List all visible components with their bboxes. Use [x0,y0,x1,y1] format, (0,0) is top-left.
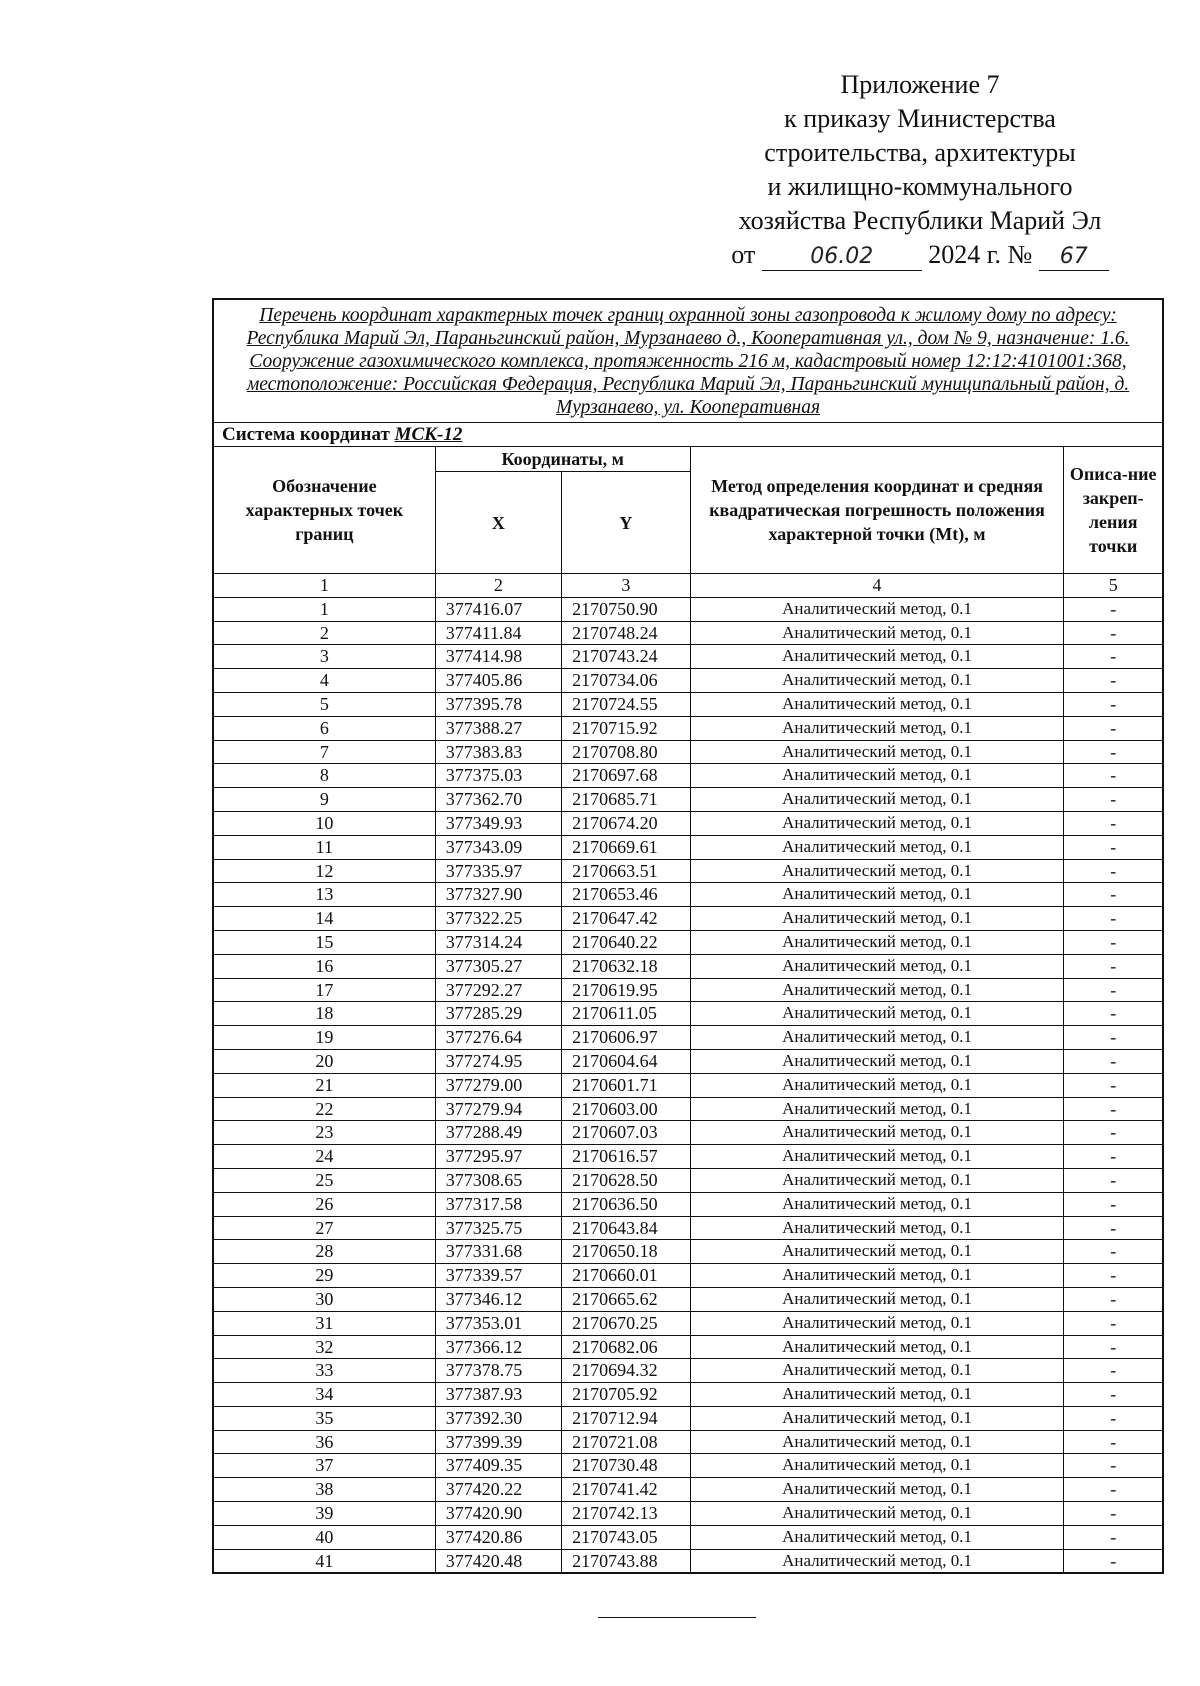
method: Аналитический метод, 0.1 [690,1549,1064,1572]
y-coord: 2170685.71 [562,788,691,812]
table-row [214,954,1162,978]
y-coord: 2170660.01 [562,1264,691,1288]
method: Аналитический метод, 0.1 [690,1478,1064,1502]
table-row [214,859,1162,883]
coordinates-table [214,447,1162,1572]
table-row [214,835,1162,859]
point-number: 17 [214,978,435,1002]
method: Аналитический метод, 0.1 [690,1216,1064,1240]
fixing-description: - [1064,1383,1162,1407]
point-number: 16 [214,954,435,978]
table-row [214,1335,1162,1359]
fixing-description: - [1064,1049,1162,1073]
x-coord: 377295.97 [435,1145,561,1169]
table-row [214,621,1162,645]
table-row [214,597,1162,621]
coordinate-system-row [214,423,1162,447]
point-number: 27 [214,1216,435,1240]
fixing-description: - [1064,1192,1162,1216]
y-coord: 2170616.57 [562,1145,691,1169]
method: Аналитический метод, 0.1 [690,1287,1064,1311]
table-row [214,907,1162,931]
x-coord: 377317.58 [435,1192,561,1216]
fixing-description: - [1064,1525,1162,1549]
y-coord: 2170643.84 [562,1216,691,1240]
point-number: 4 [214,669,435,693]
y-coord: 2170712.94 [562,1406,691,1430]
col-header-x: X [435,472,561,574]
point-number: 7 [214,740,435,764]
x-coord: 377339.57 [435,1264,561,1288]
fixing-description: - [1064,859,1162,883]
method: Аналитический метод, 0.1 [690,1311,1064,1335]
fixing-description: - [1064,930,1162,954]
y-coord: 2170606.97 [562,1026,691,1050]
point-number: 6 [214,716,435,740]
x-coord: 377362.70 [435,788,561,812]
fixing-description: - [1064,740,1162,764]
fixing-description: - [1064,1430,1162,1454]
point-number: 23 [214,1121,435,1145]
method: Аналитический метод, 0.1 [690,716,1064,740]
method: Аналитический метод, 0.1 [690,1026,1064,1050]
fixing-description: - [1064,1168,1162,1192]
x-coord: 377383.83 [435,740,561,764]
header-line-1: Приложение 7 [840,70,1000,99]
method: Аналитический метод, 0.1 [690,1502,1064,1526]
y-coord: 2170632.18 [562,954,691,978]
table-row [214,1097,1162,1121]
point-number: 18 [214,1002,435,1026]
method: Аналитический метод, 0.1 [690,1264,1064,1288]
y-coord: 2170604.64 [562,1049,691,1073]
fixing-description: - [1064,764,1162,788]
table-row [214,669,1162,693]
x-coord: 377325.75 [435,1216,561,1240]
fixing-description: - [1064,1502,1162,1526]
fixing-description: - [1064,1478,1162,1502]
table-row [214,1359,1162,1383]
fixing-description: - [1064,978,1162,1002]
method: Аналитический метод, 0.1 [690,1359,1064,1383]
method: Аналитический метод, 0.1 [690,1002,1064,1026]
fixing-description: - [1064,645,1162,669]
table-row [214,1311,1162,1335]
table-row [214,978,1162,1002]
table-row [214,1454,1162,1478]
header-line-3: строительства, архитектуры [764,138,1076,167]
table-row [214,1430,1162,1454]
fixing-description: - [1064,1002,1162,1026]
point-number: 11 [214,835,435,859]
fixing-description: - [1064,811,1162,835]
method: Аналитический метод, 0.1 [690,1240,1064,1264]
method: Аналитический метод, 0.1 [690,1121,1064,1145]
x-coord: 377279.00 [435,1073,561,1097]
x-coord: 377388.27 [435,716,561,740]
point-number: 3 [214,645,435,669]
y-coord: 2170697.68 [562,764,691,788]
point-number: 15 [214,930,435,954]
y-coord: 2170611.05 [562,1002,691,1026]
x-coord: 377327.90 [435,883,561,907]
method: Аналитический метод, 0.1 [690,1168,1064,1192]
table-row [214,1073,1162,1097]
point-number: 31 [214,1311,435,1335]
y-coord: 2170694.32 [562,1359,691,1383]
header-line-5: хозяйства Республики Марий Эл [738,206,1102,235]
y-coord: 2170669.61 [562,835,691,859]
table-row [214,1026,1162,1050]
y-coord: 2170743.05 [562,1525,691,1549]
table-row [214,1383,1162,1407]
y-coord: 2170742.13 [562,1502,691,1526]
table-row [214,1121,1162,1145]
method: Аналитический метод, 0.1 [690,1454,1064,1478]
y-coord: 2170653.46 [562,883,691,907]
table-row [214,692,1162,716]
x-coord: 377288.49 [435,1121,561,1145]
y-coord: 2170636.50 [562,1192,691,1216]
y-coord: 2170750.90 [562,597,691,621]
header-line-2: к приказу Министерства [784,104,1056,133]
x-coord: 377366.12 [435,1335,561,1359]
x-coord: 377335.97 [435,859,561,883]
method: Аналитический метод, 0.1 [690,1192,1064,1216]
point-number: 1 [214,597,435,621]
x-coord: 377322.25 [435,907,561,931]
coordinate-system-value: МСК-12 [394,424,463,445]
fixing-description: - [1064,1073,1162,1097]
x-coord: 377411.84 [435,621,561,645]
order-date-line [700,238,1140,272]
table-row [214,1240,1162,1264]
point-number: 40 [214,1525,435,1549]
point-number: 24 [214,1145,435,1169]
method: Аналитический метод, 0.1 [690,645,1064,669]
table-row [214,1287,1162,1311]
x-coord: 377285.29 [435,1002,561,1026]
y-coord: 2170663.51 [562,859,691,883]
x-coord: 377314.24 [435,930,561,954]
x-coord: 377346.12 [435,1287,561,1311]
x-coord: 377395.78 [435,692,561,716]
col-header-point: Обозначение характерных точек границ [214,447,435,574]
table-row [214,811,1162,835]
point-number: 32 [214,1335,435,1359]
method: Аналитический метод, 0.1 [690,811,1064,835]
fixing-description: - [1064,1359,1162,1383]
y-coord: 2170748.24 [562,621,691,645]
y-coord: 2170670.25 [562,1311,691,1335]
y-coord: 2170705.92 [562,1383,691,1407]
point-number: 34 [214,1383,435,1407]
table-row [214,1549,1162,1572]
table-row [214,1478,1162,1502]
fixing-description: - [1064,1406,1162,1430]
handwritten-order-number: 67 [1039,244,1109,271]
x-coord: 377331.68 [435,1240,561,1264]
point-number: 36 [214,1430,435,1454]
coordinates-table-frame [212,298,1164,1574]
point-number: 29 [214,1264,435,1288]
x-coord: 377414.98 [435,645,561,669]
fixing-description: - [1064,788,1162,812]
table-body [214,597,1162,1572]
appendix-header [700,68,1140,272]
point-number: 41 [214,1549,435,1572]
fixing-description: - [1064,907,1162,931]
y-coord: 2170715.92 [562,716,691,740]
table-row [214,1049,1162,1073]
x-coord: 377292.27 [435,978,561,1002]
x-coord: 377420.86 [435,1525,561,1549]
method: Аналитический метод, 0.1 [690,597,1064,621]
x-coord: 377378.75 [435,1359,561,1383]
point-number: 12 [214,859,435,883]
point-number: 35 [214,1406,435,1430]
fixing-description: - [1064,1287,1162,1311]
point-number: 19 [214,1026,435,1050]
fixing-description: - [1064,1121,1162,1145]
y-coord: 2170601.71 [562,1073,691,1097]
col-index-2: 2 [435,574,561,598]
method: Аналитический метод, 0.1 [690,1383,1064,1407]
x-coord: 377279.94 [435,1097,561,1121]
col-index-5: 5 [1064,574,1162,598]
method: Аналитический метод, 0.1 [690,1406,1064,1430]
table-row [214,1002,1162,1026]
coordinate-system-label: Система координат [222,424,390,445]
table-row [214,740,1162,764]
y-coord: 2170734.06 [562,669,691,693]
y-coord: 2170682.06 [562,1335,691,1359]
y-coord: 2170674.20 [562,811,691,835]
x-coord: 377276.64 [435,1026,561,1050]
table-row [214,1264,1162,1288]
handwritten-date: 06.02 [762,244,922,271]
fixing-description: - [1064,1549,1162,1572]
method: Аналитический метод, 0.1 [690,930,1064,954]
x-coord: 377305.27 [435,954,561,978]
y-coord: 2170721.08 [562,1430,691,1454]
point-number: 37 [214,1454,435,1478]
fixing-description: - [1064,692,1162,716]
y-coord: 2170743.24 [562,645,691,669]
table-row [214,1216,1162,1240]
x-coord: 377399.39 [435,1430,561,1454]
x-coord: 377420.90 [435,1502,561,1526]
method: Аналитический метод, 0.1 [690,692,1064,716]
method: Аналитический метод, 0.1 [690,764,1064,788]
point-number: 20 [214,1049,435,1073]
fixing-description: - [1064,716,1162,740]
method: Аналитический метод, 0.1 [690,669,1064,693]
x-coord: 377343.09 [435,835,561,859]
y-coord: 2170628.50 [562,1168,691,1192]
method: Аналитический метод, 0.1 [690,978,1064,1002]
method: Аналитический метод, 0.1 [690,835,1064,859]
point-number: 10 [214,811,435,835]
y-coord: 2170650.18 [562,1240,691,1264]
table-row [214,1525,1162,1549]
method: Аналитический метод, 0.1 [690,883,1064,907]
table-row [214,1145,1162,1169]
header-line-4: и жилищно-коммунального [767,172,1073,201]
method: Аналитический метод, 0.1 [690,1073,1064,1097]
col-header-y: Y [562,472,691,574]
x-coord: 377409.35 [435,1454,561,1478]
y-coord: 2170640.22 [562,930,691,954]
method: Аналитический метод, 0.1 [690,788,1064,812]
y-coord: 2170724.55 [562,692,691,716]
x-coord: 377308.65 [435,1168,561,1192]
method: Аналитический метод, 0.1 [690,740,1064,764]
col-index-3: 3 [562,574,691,598]
method: Аналитический метод, 0.1 [690,907,1064,931]
fixing-description: - [1064,1216,1162,1240]
table-row [214,883,1162,907]
point-number: 9 [214,788,435,812]
fixing-description: - [1064,883,1162,907]
point-number: 33 [214,1359,435,1383]
x-coord: 377416.07 [435,597,561,621]
method: Аналитический метод, 0.1 [690,954,1064,978]
point-number: 25 [214,1168,435,1192]
y-coord: 2170619.95 [562,978,691,1002]
method: Аналитический метод, 0.1 [690,1097,1064,1121]
y-coord: 2170730.48 [562,1454,691,1478]
point-number: 38 [214,1478,435,1502]
point-number: 14 [214,907,435,931]
table-row [214,930,1162,954]
table-row [214,1168,1162,1192]
point-number: 5 [214,692,435,716]
point-number: 39 [214,1502,435,1526]
y-coord: 2170603.00 [562,1097,691,1121]
table-row [214,788,1162,812]
date-prefix: от [731,240,756,269]
method: Аналитический метод, 0.1 [690,859,1064,883]
method: Аналитический метод, 0.1 [690,621,1064,645]
point-number: 26 [214,1192,435,1216]
fixing-description: - [1064,669,1162,693]
method: Аналитический метод, 0.1 [690,1525,1064,1549]
table-row [214,1192,1162,1216]
point-number: 22 [214,1097,435,1121]
col-index-1: 1 [214,574,435,598]
fixing-description: - [1064,835,1162,859]
fixing-description: - [1064,1026,1162,1050]
fixing-description: - [1064,597,1162,621]
x-coord: 377349.93 [435,811,561,835]
point-number: 30 [214,1287,435,1311]
fixing-description: - [1064,1145,1162,1169]
method: Аналитический метод, 0.1 [690,1430,1064,1454]
x-coord: 377387.93 [435,1383,561,1407]
method: Аналитический метод, 0.1 [690,1049,1064,1073]
table-row [214,716,1162,740]
table-title: Перечень координат характерных точек границ охранной зоны газопровода к жилому дому по адресу: Республика Марий Эл, Параньгинский район, Мурзанаево д., Кооперативная ул., дом № 9, назначение: 1.6. Сооружение газохимического комплекса, протяженность 216 м, кадастровый номер 12:12:4101001:368, местоположение: Российская Федерация, Республика Марий Эл, Параньгинский муниципальный район, д. Мурзанаево, ул. Кооперативная [214,300,1162,423]
fixing-description: - [1064,621,1162,645]
point-number: 28 [214,1240,435,1264]
method: Аналитический метод, 0.1 [690,1145,1064,1169]
fixing-description: - [1064,1240,1162,1264]
point-number: 21 [214,1073,435,1097]
x-coord: 377420.48 [435,1549,561,1572]
fixing-description: - [1064,1335,1162,1359]
x-coord: 377274.95 [435,1049,561,1073]
x-coord: 377392.30 [435,1406,561,1430]
y-coord: 2170741.42 [562,1478,691,1502]
fixing-description: - [1064,1264,1162,1288]
x-coord: 377353.01 [435,1311,561,1335]
fixing-description: - [1064,1311,1162,1335]
method: Аналитический метод, 0.1 [690,1335,1064,1359]
y-coord: 2170647.42 [562,907,691,931]
point-number: 2 [214,621,435,645]
table-row [214,764,1162,788]
table-row [214,1502,1162,1526]
y-coord: 2170607.03 [562,1121,691,1145]
x-coord: 377420.22 [435,1478,561,1502]
col-index-4: 4 [690,574,1064,598]
table-row [214,645,1162,669]
col-header-coords: Координаты, м [435,447,690,472]
year-text: 2024 г. № [928,240,1033,269]
y-coord: 2170743.88 [562,1549,691,1572]
point-number: 8 [214,764,435,788]
fixing-description: - [1064,1097,1162,1121]
col-header-method: Метод определения координат и средняя квадратическая погрешность положения характерной точки (Mt), м [690,447,1064,574]
y-coord: 2170665.62 [562,1287,691,1311]
x-coord: 377405.86 [435,669,561,693]
point-number: 13 [214,883,435,907]
fixing-description: - [1064,954,1162,978]
col-header-desc: Описа-ние закреп-ления точки [1064,447,1162,574]
table-row [214,1406,1162,1430]
x-coord: 377375.03 [435,764,561,788]
footer-rule [598,1617,756,1618]
fixing-description: - [1064,1454,1162,1478]
y-coord: 2170708.80 [562,740,691,764]
